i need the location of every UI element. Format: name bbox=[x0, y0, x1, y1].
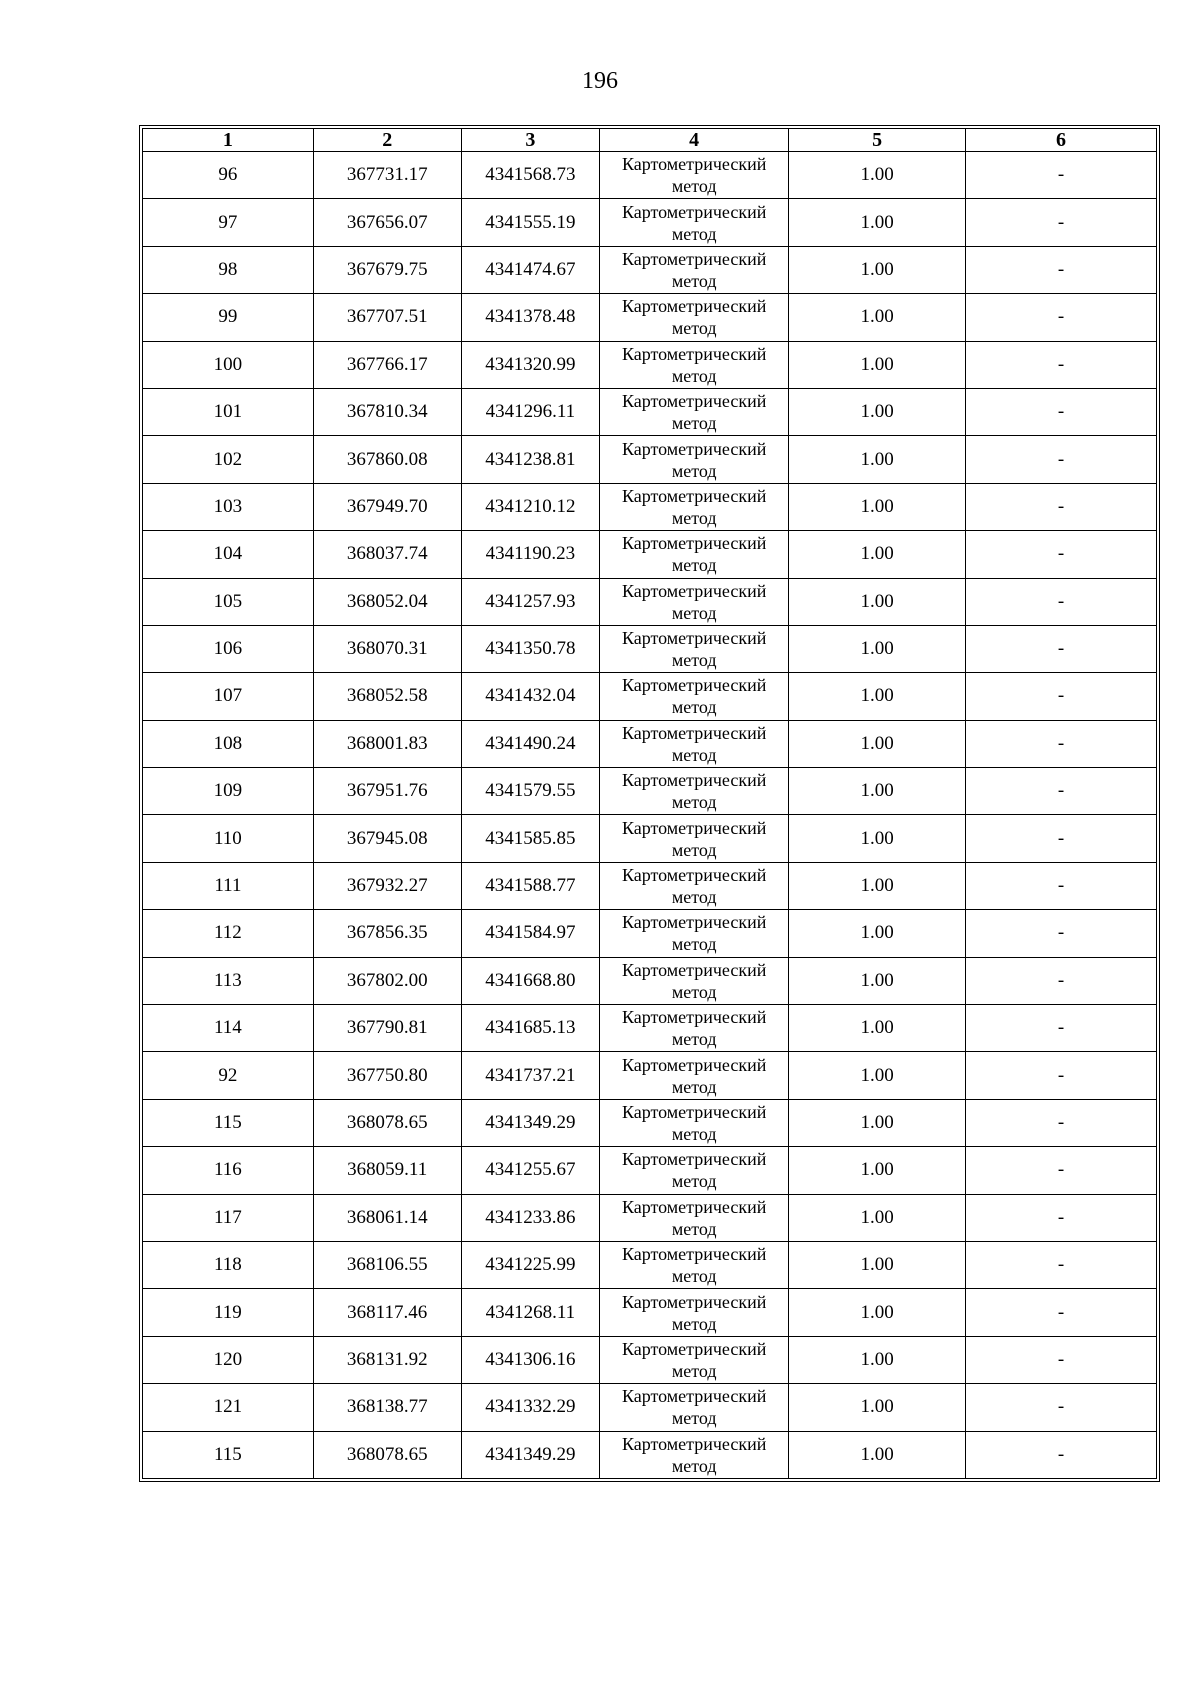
y-coordinate-cell: 4341210.12 bbox=[461, 483, 600, 530]
method-cell: Картометрический метод bbox=[600, 1431, 789, 1478]
y-coordinate-cell: 4341685.13 bbox=[461, 1005, 600, 1052]
accuracy-cell: 1.00 bbox=[789, 862, 966, 909]
table-row bbox=[143, 720, 1157, 767]
accuracy-cell: 1.00 bbox=[789, 720, 966, 767]
y-coordinate-cell: 4341555.19 bbox=[461, 199, 600, 246]
accuracy-cell: 1.00 bbox=[789, 152, 966, 199]
accuracy-cell: 1.00 bbox=[789, 673, 966, 720]
accuracy-cell: 1.00 bbox=[789, 1147, 966, 1194]
point-number-cell: 100 bbox=[143, 341, 314, 388]
accuracy-cell: 1.00 bbox=[789, 1289, 966, 1336]
y-coordinate-cell: 4341432.04 bbox=[461, 673, 600, 720]
note-cell: - bbox=[966, 1194, 1157, 1241]
method-cell: Картометрический метод bbox=[600, 910, 789, 957]
method-cell: Картометрический метод bbox=[600, 436, 789, 483]
point-number-cell: 113 bbox=[143, 957, 314, 1004]
method-cell: Картометрический метод bbox=[600, 1289, 789, 1336]
coordinates-table bbox=[142, 128, 1157, 1479]
accuracy-cell: 1.00 bbox=[789, 1052, 966, 1099]
table-row bbox=[143, 199, 1157, 246]
table-row bbox=[143, 815, 1157, 862]
note-cell: - bbox=[966, 957, 1157, 1004]
table-row bbox=[143, 1241, 1157, 1288]
point-number-cell: 99 bbox=[143, 294, 314, 341]
point-number-cell: 114 bbox=[143, 1005, 314, 1052]
x-coordinate-cell: 367707.51 bbox=[313, 294, 461, 341]
accuracy-cell: 1.00 bbox=[789, 578, 966, 625]
y-coordinate-cell: 4341584.97 bbox=[461, 910, 600, 957]
table-row bbox=[143, 862, 1157, 909]
point-number-cell: 104 bbox=[143, 531, 314, 578]
accuracy-cell: 1.00 bbox=[789, 199, 966, 246]
point-number-cell: 121 bbox=[143, 1384, 314, 1431]
column-header-1: 1 bbox=[143, 129, 314, 152]
x-coordinate-cell: 368078.65 bbox=[313, 1431, 461, 1478]
table-row bbox=[143, 436, 1157, 483]
point-number-cell: 119 bbox=[143, 1289, 314, 1336]
note-cell: - bbox=[966, 1147, 1157, 1194]
point-number-cell: 108 bbox=[143, 720, 314, 767]
accuracy-cell: 1.00 bbox=[789, 246, 966, 293]
method-cell: Картометрический метод bbox=[600, 673, 789, 720]
y-coordinate-cell: 4341238.81 bbox=[461, 436, 600, 483]
method-cell: Картометрический метод bbox=[600, 957, 789, 1004]
y-coordinate-cell: 4341320.99 bbox=[461, 341, 600, 388]
column-header-2: 2 bbox=[313, 129, 461, 152]
accuracy-cell: 1.00 bbox=[789, 1384, 966, 1431]
method-cell: Картометрический метод bbox=[600, 1194, 789, 1241]
method-cell: Картометрический метод bbox=[600, 1241, 789, 1288]
table-row bbox=[143, 246, 1157, 293]
note-cell: - bbox=[966, 436, 1157, 483]
x-coordinate-cell: 368052.04 bbox=[313, 578, 461, 625]
x-coordinate-cell: 368106.55 bbox=[313, 1241, 461, 1288]
point-number-cell: 110 bbox=[143, 815, 314, 862]
method-cell: Картометрический метод bbox=[600, 531, 789, 578]
y-coordinate-cell: 4341306.16 bbox=[461, 1336, 600, 1383]
table-row bbox=[143, 1336, 1157, 1383]
coordinates-table-frame bbox=[139, 125, 1160, 1482]
point-number-cell: 96 bbox=[143, 152, 314, 199]
point-number-cell: 106 bbox=[143, 625, 314, 672]
method-cell: Картометрический метод bbox=[600, 1336, 789, 1383]
note-cell: - bbox=[966, 1099, 1157, 1146]
y-coordinate-cell: 4341296.11 bbox=[461, 388, 600, 435]
y-coordinate-cell: 4341190.23 bbox=[461, 531, 600, 578]
point-number-cell: 102 bbox=[143, 436, 314, 483]
note-cell: - bbox=[966, 1005, 1157, 1052]
page-number: 196 bbox=[582, 68, 618, 94]
point-number-cell: 116 bbox=[143, 1147, 314, 1194]
note-cell: - bbox=[966, 1384, 1157, 1431]
note-cell: - bbox=[966, 578, 1157, 625]
method-cell: Картометрический метод bbox=[600, 1052, 789, 1099]
x-coordinate-cell: 367860.08 bbox=[313, 436, 461, 483]
y-coordinate-cell: 4341579.55 bbox=[461, 768, 600, 815]
method-cell: Картометрический метод bbox=[600, 1384, 789, 1431]
point-number-cell: 105 bbox=[143, 578, 314, 625]
y-coordinate-cell: 4341588.77 bbox=[461, 862, 600, 909]
table-row bbox=[143, 483, 1157, 530]
table-row bbox=[143, 294, 1157, 341]
accuracy-cell: 1.00 bbox=[789, 1005, 966, 1052]
method-cell: Картометрический метод bbox=[600, 294, 789, 341]
x-coordinate-cell: 367951.76 bbox=[313, 768, 461, 815]
table-row bbox=[143, 910, 1157, 957]
method-cell: Картометрический метод bbox=[600, 862, 789, 909]
method-cell: Картометрический метод bbox=[600, 578, 789, 625]
note-cell: - bbox=[966, 862, 1157, 909]
point-number-cell: 107 bbox=[143, 673, 314, 720]
method-cell: Картометрический метод bbox=[600, 625, 789, 672]
point-number-cell: 109 bbox=[143, 768, 314, 815]
method-cell: Картометрический метод bbox=[600, 815, 789, 862]
table-row bbox=[143, 1289, 1157, 1336]
y-coordinate-cell: 4341668.80 bbox=[461, 957, 600, 1004]
point-number-cell: 115 bbox=[143, 1099, 314, 1146]
y-coordinate-cell: 4341349.29 bbox=[461, 1431, 600, 1478]
accuracy-cell: 1.00 bbox=[789, 436, 966, 483]
x-coordinate-cell: 367679.75 bbox=[313, 246, 461, 293]
point-number-cell: 92 bbox=[143, 1052, 314, 1099]
accuracy-cell: 1.00 bbox=[789, 294, 966, 341]
table-row bbox=[143, 625, 1157, 672]
accuracy-cell: 1.00 bbox=[789, 957, 966, 1004]
method-cell: Картометрический метод bbox=[600, 199, 789, 246]
point-number-cell: 97 bbox=[143, 199, 314, 246]
note-cell: - bbox=[966, 1431, 1157, 1478]
accuracy-cell: 1.00 bbox=[789, 768, 966, 815]
method-cell: Картометрический метод bbox=[600, 152, 789, 199]
accuracy-cell: 1.00 bbox=[789, 910, 966, 957]
table-row bbox=[143, 531, 1157, 578]
note-cell: - bbox=[966, 625, 1157, 672]
point-number-cell: 98 bbox=[143, 246, 314, 293]
method-cell: Картометрический метод bbox=[600, 720, 789, 767]
y-coordinate-cell: 4341585.85 bbox=[461, 815, 600, 862]
column-header-5: 5 bbox=[789, 129, 966, 152]
method-cell: Картометрический метод bbox=[600, 768, 789, 815]
note-cell: - bbox=[966, 910, 1157, 957]
header-row bbox=[143, 129, 1157, 152]
x-coordinate-cell: 367750.80 bbox=[313, 1052, 461, 1099]
method-cell: Картометрический метод bbox=[600, 246, 789, 293]
point-number-cell: 117 bbox=[143, 1194, 314, 1241]
point-number-cell: 103 bbox=[143, 483, 314, 530]
table-row bbox=[143, 1005, 1157, 1052]
accuracy-cell: 1.00 bbox=[789, 483, 966, 530]
note-cell: - bbox=[966, 152, 1157, 199]
note-cell: - bbox=[966, 1336, 1157, 1383]
x-coordinate-cell: 368078.65 bbox=[313, 1099, 461, 1146]
y-coordinate-cell: 4341349.29 bbox=[461, 1099, 600, 1146]
y-coordinate-cell: 4341350.78 bbox=[461, 625, 600, 672]
accuracy-cell: 1.00 bbox=[789, 341, 966, 388]
note-cell: - bbox=[966, 483, 1157, 530]
accuracy-cell: 1.00 bbox=[789, 531, 966, 578]
table-row bbox=[143, 1052, 1157, 1099]
method-cell: Картометрический метод bbox=[600, 341, 789, 388]
accuracy-cell: 1.00 bbox=[789, 815, 966, 862]
point-number-cell: 101 bbox=[143, 388, 314, 435]
x-coordinate-cell: 368061.14 bbox=[313, 1194, 461, 1241]
note-cell: - bbox=[966, 531, 1157, 578]
table-row bbox=[143, 1147, 1157, 1194]
note-cell: - bbox=[966, 815, 1157, 862]
y-coordinate-cell: 4341255.67 bbox=[461, 1147, 600, 1194]
accuracy-cell: 1.00 bbox=[789, 1431, 966, 1478]
accuracy-cell: 1.00 bbox=[789, 1241, 966, 1288]
x-coordinate-cell: 367810.34 bbox=[313, 388, 461, 435]
x-coordinate-cell: 367731.17 bbox=[313, 152, 461, 199]
x-coordinate-cell: 368131.92 bbox=[313, 1336, 461, 1383]
x-coordinate-cell: 367766.17 bbox=[313, 341, 461, 388]
method-cell: Картометрический метод bbox=[600, 1005, 789, 1052]
table-row bbox=[143, 152, 1157, 199]
table-row bbox=[143, 1431, 1157, 1478]
y-coordinate-cell: 4341378.48 bbox=[461, 294, 600, 341]
table-row bbox=[143, 578, 1157, 625]
accuracy-cell: 1.00 bbox=[789, 625, 966, 672]
note-cell: - bbox=[966, 1052, 1157, 1099]
note-cell: - bbox=[966, 388, 1157, 435]
table-row bbox=[143, 768, 1157, 815]
x-coordinate-cell: 368070.31 bbox=[313, 625, 461, 672]
point-number-cell: 115 bbox=[143, 1431, 314, 1478]
note-cell: - bbox=[966, 1241, 1157, 1288]
note-cell: - bbox=[966, 1289, 1157, 1336]
table-row bbox=[143, 1384, 1157, 1431]
x-coordinate-cell: 367949.70 bbox=[313, 483, 461, 530]
note-cell: - bbox=[966, 199, 1157, 246]
note-cell: - bbox=[966, 341, 1157, 388]
point-number-cell: 111 bbox=[143, 862, 314, 909]
table-row bbox=[143, 388, 1157, 435]
x-coordinate-cell: 368037.74 bbox=[313, 531, 461, 578]
y-coordinate-cell: 4341332.29 bbox=[461, 1384, 600, 1431]
accuracy-cell: 1.00 bbox=[789, 388, 966, 435]
x-coordinate-cell: 367856.35 bbox=[313, 910, 461, 957]
x-coordinate-cell: 368117.46 bbox=[313, 1289, 461, 1336]
accuracy-cell: 1.00 bbox=[789, 1194, 966, 1241]
point-number-cell: 118 bbox=[143, 1241, 314, 1288]
x-coordinate-cell: 368052.58 bbox=[313, 673, 461, 720]
accuracy-cell: 1.00 bbox=[789, 1099, 966, 1146]
note-cell: - bbox=[966, 246, 1157, 293]
table-row bbox=[143, 673, 1157, 720]
x-coordinate-cell: 367932.27 bbox=[313, 862, 461, 909]
y-coordinate-cell: 4341568.73 bbox=[461, 152, 600, 199]
x-coordinate-cell: 368138.77 bbox=[313, 1384, 461, 1431]
method-cell: Картометрический метод bbox=[600, 483, 789, 530]
method-cell: Картометрический метод bbox=[600, 1147, 789, 1194]
table-row bbox=[143, 957, 1157, 1004]
y-coordinate-cell: 4341233.86 bbox=[461, 1194, 600, 1241]
x-coordinate-cell: 367790.81 bbox=[313, 1005, 461, 1052]
point-number-cell: 120 bbox=[143, 1336, 314, 1383]
note-cell: - bbox=[966, 673, 1157, 720]
y-coordinate-cell: 4341268.11 bbox=[461, 1289, 600, 1336]
column-header-4: 4 bbox=[600, 129, 789, 152]
note-cell: - bbox=[966, 768, 1157, 815]
table-body bbox=[143, 152, 1157, 1479]
x-coordinate-cell: 367802.00 bbox=[313, 957, 461, 1004]
x-coordinate-cell: 368059.11 bbox=[313, 1147, 461, 1194]
table-row bbox=[143, 1099, 1157, 1146]
y-coordinate-cell: 4341225.99 bbox=[461, 1241, 600, 1288]
table-row bbox=[143, 341, 1157, 388]
y-coordinate-cell: 4341257.93 bbox=[461, 578, 600, 625]
point-number-cell: 112 bbox=[143, 910, 314, 957]
y-coordinate-cell: 4341474.67 bbox=[461, 246, 600, 293]
accuracy-cell: 1.00 bbox=[789, 1336, 966, 1383]
column-header-6: 6 bbox=[966, 129, 1157, 152]
method-cell: Картометрический метод bbox=[600, 1099, 789, 1146]
y-coordinate-cell: 4341490.24 bbox=[461, 720, 600, 767]
column-header-3: 3 bbox=[461, 129, 600, 152]
y-coordinate-cell: 4341737.21 bbox=[461, 1052, 600, 1099]
method-cell: Картометрический метод bbox=[600, 388, 789, 435]
table-row bbox=[143, 1194, 1157, 1241]
note-cell: - bbox=[966, 720, 1157, 767]
x-coordinate-cell: 367945.08 bbox=[313, 815, 461, 862]
note-cell: - bbox=[966, 294, 1157, 341]
x-coordinate-cell: 367656.07 bbox=[313, 199, 461, 246]
x-coordinate-cell: 368001.83 bbox=[313, 720, 461, 767]
